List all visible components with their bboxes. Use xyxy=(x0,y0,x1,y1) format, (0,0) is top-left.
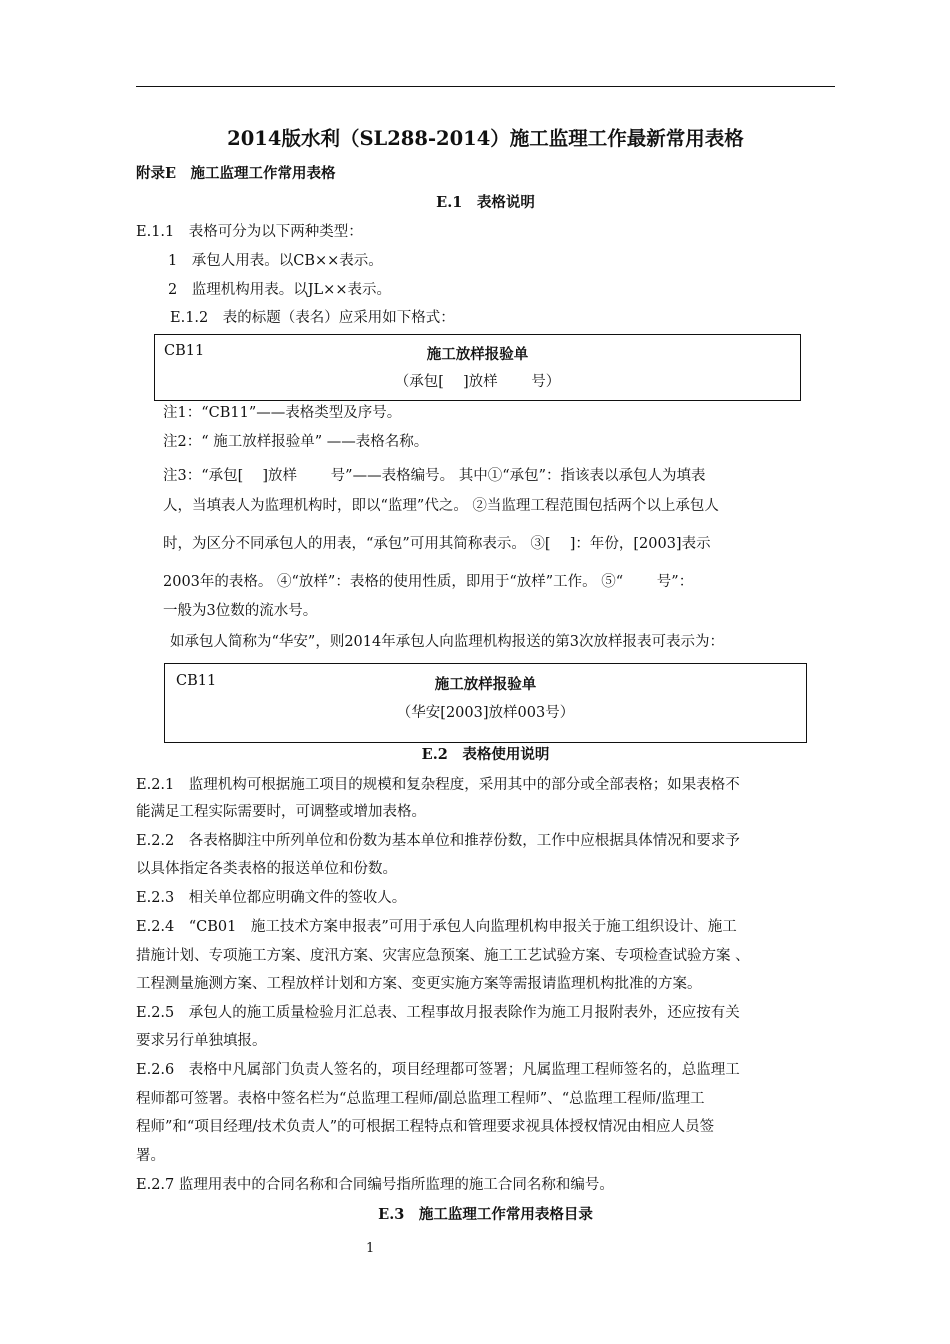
clause-e1-1-item-1: 1 承包人用表。以CB××表示。 xyxy=(168,253,383,269)
note-1: 注1：“CB11”——表格类型及序号。 xyxy=(163,405,402,421)
appendix-heading: 附录E 施工监理工作常用表格 xyxy=(136,165,336,182)
clause-e2-line: E.2.5 承包人的施工质量检验月汇总表、工程事故月报表除作为施工月报附表外，还应按有关 xyxy=(136,1005,740,1021)
clause-e2-line: E.2.6 表格中凡属部门负责人签名的，项目经理都可签署；凡属监理工程师签名的，总监理工 xyxy=(136,1062,740,1078)
clause-e1-1: E.1.1 表格可分为以下两种类型： xyxy=(136,224,363,240)
clause-e2-line: 程师”和“项目经理/技术负责人”的可根据工程特点和管理要求视具体授权情况由相应人员签 xyxy=(136,1119,715,1135)
page-number: 1 xyxy=(366,1241,375,1256)
clause-e2-line: 以具体指定各类表格的报送单位和份数。 xyxy=(136,861,397,877)
clause-e2-line: 要求另行单独填报。 xyxy=(136,1033,267,1049)
clause-e2-line: E.2.2 各表格脚注中所列单位和份数为基本单位和推荐份数，工作中应根据具体情况和要求予 xyxy=(136,833,740,849)
clause-e2-line: 署。 xyxy=(136,1148,165,1164)
box-table-name: 施工放样报验单 xyxy=(426,346,529,363)
note-2: 注2：“ 施工放样报验单” ——表格名称。 xyxy=(163,434,429,450)
box-table-number: （承包[ ]放样 号） xyxy=(394,374,561,390)
example-text: 如承包人简称为“华安”，则2014年承包人向监理机构报送的第3次放样报表可表示为： xyxy=(170,634,724,650)
document-title: 2014版水利（SL288-2014）施工监理工作最新常用表格 xyxy=(227,127,744,150)
clause-e2-line: 措施计划、专项施工方案、度汛方案、灾害应急预案、施工工艺试验方案、专项检查试验方案 、 xyxy=(136,948,750,964)
header-rule xyxy=(136,86,835,87)
clause-e2-line: E.2.4 “CB01 施工技术方案申报表”可用于承包人向监理机构申报关于施工组织设计、施工 xyxy=(136,919,737,935)
note-3-line: 人，当填表人为监理机构时，即以“监理”代之。 ②当监理工程范围包括两个以上承包人 xyxy=(163,498,719,514)
section-e2-heading: E.2 表格使用说明 xyxy=(421,746,550,763)
clause-e2-line: 能满足工程实际需要时，可调整或增加表格。 xyxy=(136,804,426,820)
note-3-line: 一般为3位数的流水号。 xyxy=(163,603,318,619)
note-3-line: 时，为区分不同承包人的用表，“承包”可用其简称表示。 ③[ ]：年份，[2003]表示 xyxy=(163,536,711,552)
box-table-code: CB11 xyxy=(164,343,205,359)
box-table-number: （华安[2003]放样003号） xyxy=(396,705,575,721)
clause-e2-line: E.2.7 监理用表中的合同名称和合同编号指所监理的施工合同名称和编号。 xyxy=(136,1177,614,1193)
table-example-box xyxy=(164,663,807,743)
box-table-code: CB11 xyxy=(176,673,217,689)
section-e1-heading: E.1 表格说明 xyxy=(436,194,535,211)
clause-e2-line: E.2.1 监理机构可根据施工项目的规模和复杂程度，采用其中的部分或全部表格；如果表格不 xyxy=(136,777,740,793)
clause-e1-1-item-2: 2 监理机构用表。以JL××表示。 xyxy=(168,282,391,298)
note-3-line: 2003年的表格。 ④“放样”：表格的使用性质，即用于“放样”工作。 ⑤“ 号”： xyxy=(163,574,694,590)
clause-e2-line: 程师都可签署。表格中签名栏为“总监理工程师/副总监理工程师”、“总监理工程师/监理工 xyxy=(136,1091,705,1107)
table-title-format-box xyxy=(154,334,801,401)
box-table-name: 施工放样报验单 xyxy=(434,676,537,693)
note-3-line: 注3：“承包[ ]放样 号”——表格编号。 其中①“承包”：指该表以承包人为填表 xyxy=(163,468,706,484)
clause-e2-line: E.2.3 相关单位都应明确文件的签收人。 xyxy=(136,890,407,906)
section-e3-heading: E.3 施工监理工作常用表格目录 xyxy=(378,1206,593,1223)
clause-e2-line: 工程测量施测方案、工程放样计划和方案、变更实施方案等需报请监理机构批准的方案。 xyxy=(136,976,702,992)
clause-e1-2: E.1.2 表的标题（表名）应采用如下格式： xyxy=(170,310,455,326)
